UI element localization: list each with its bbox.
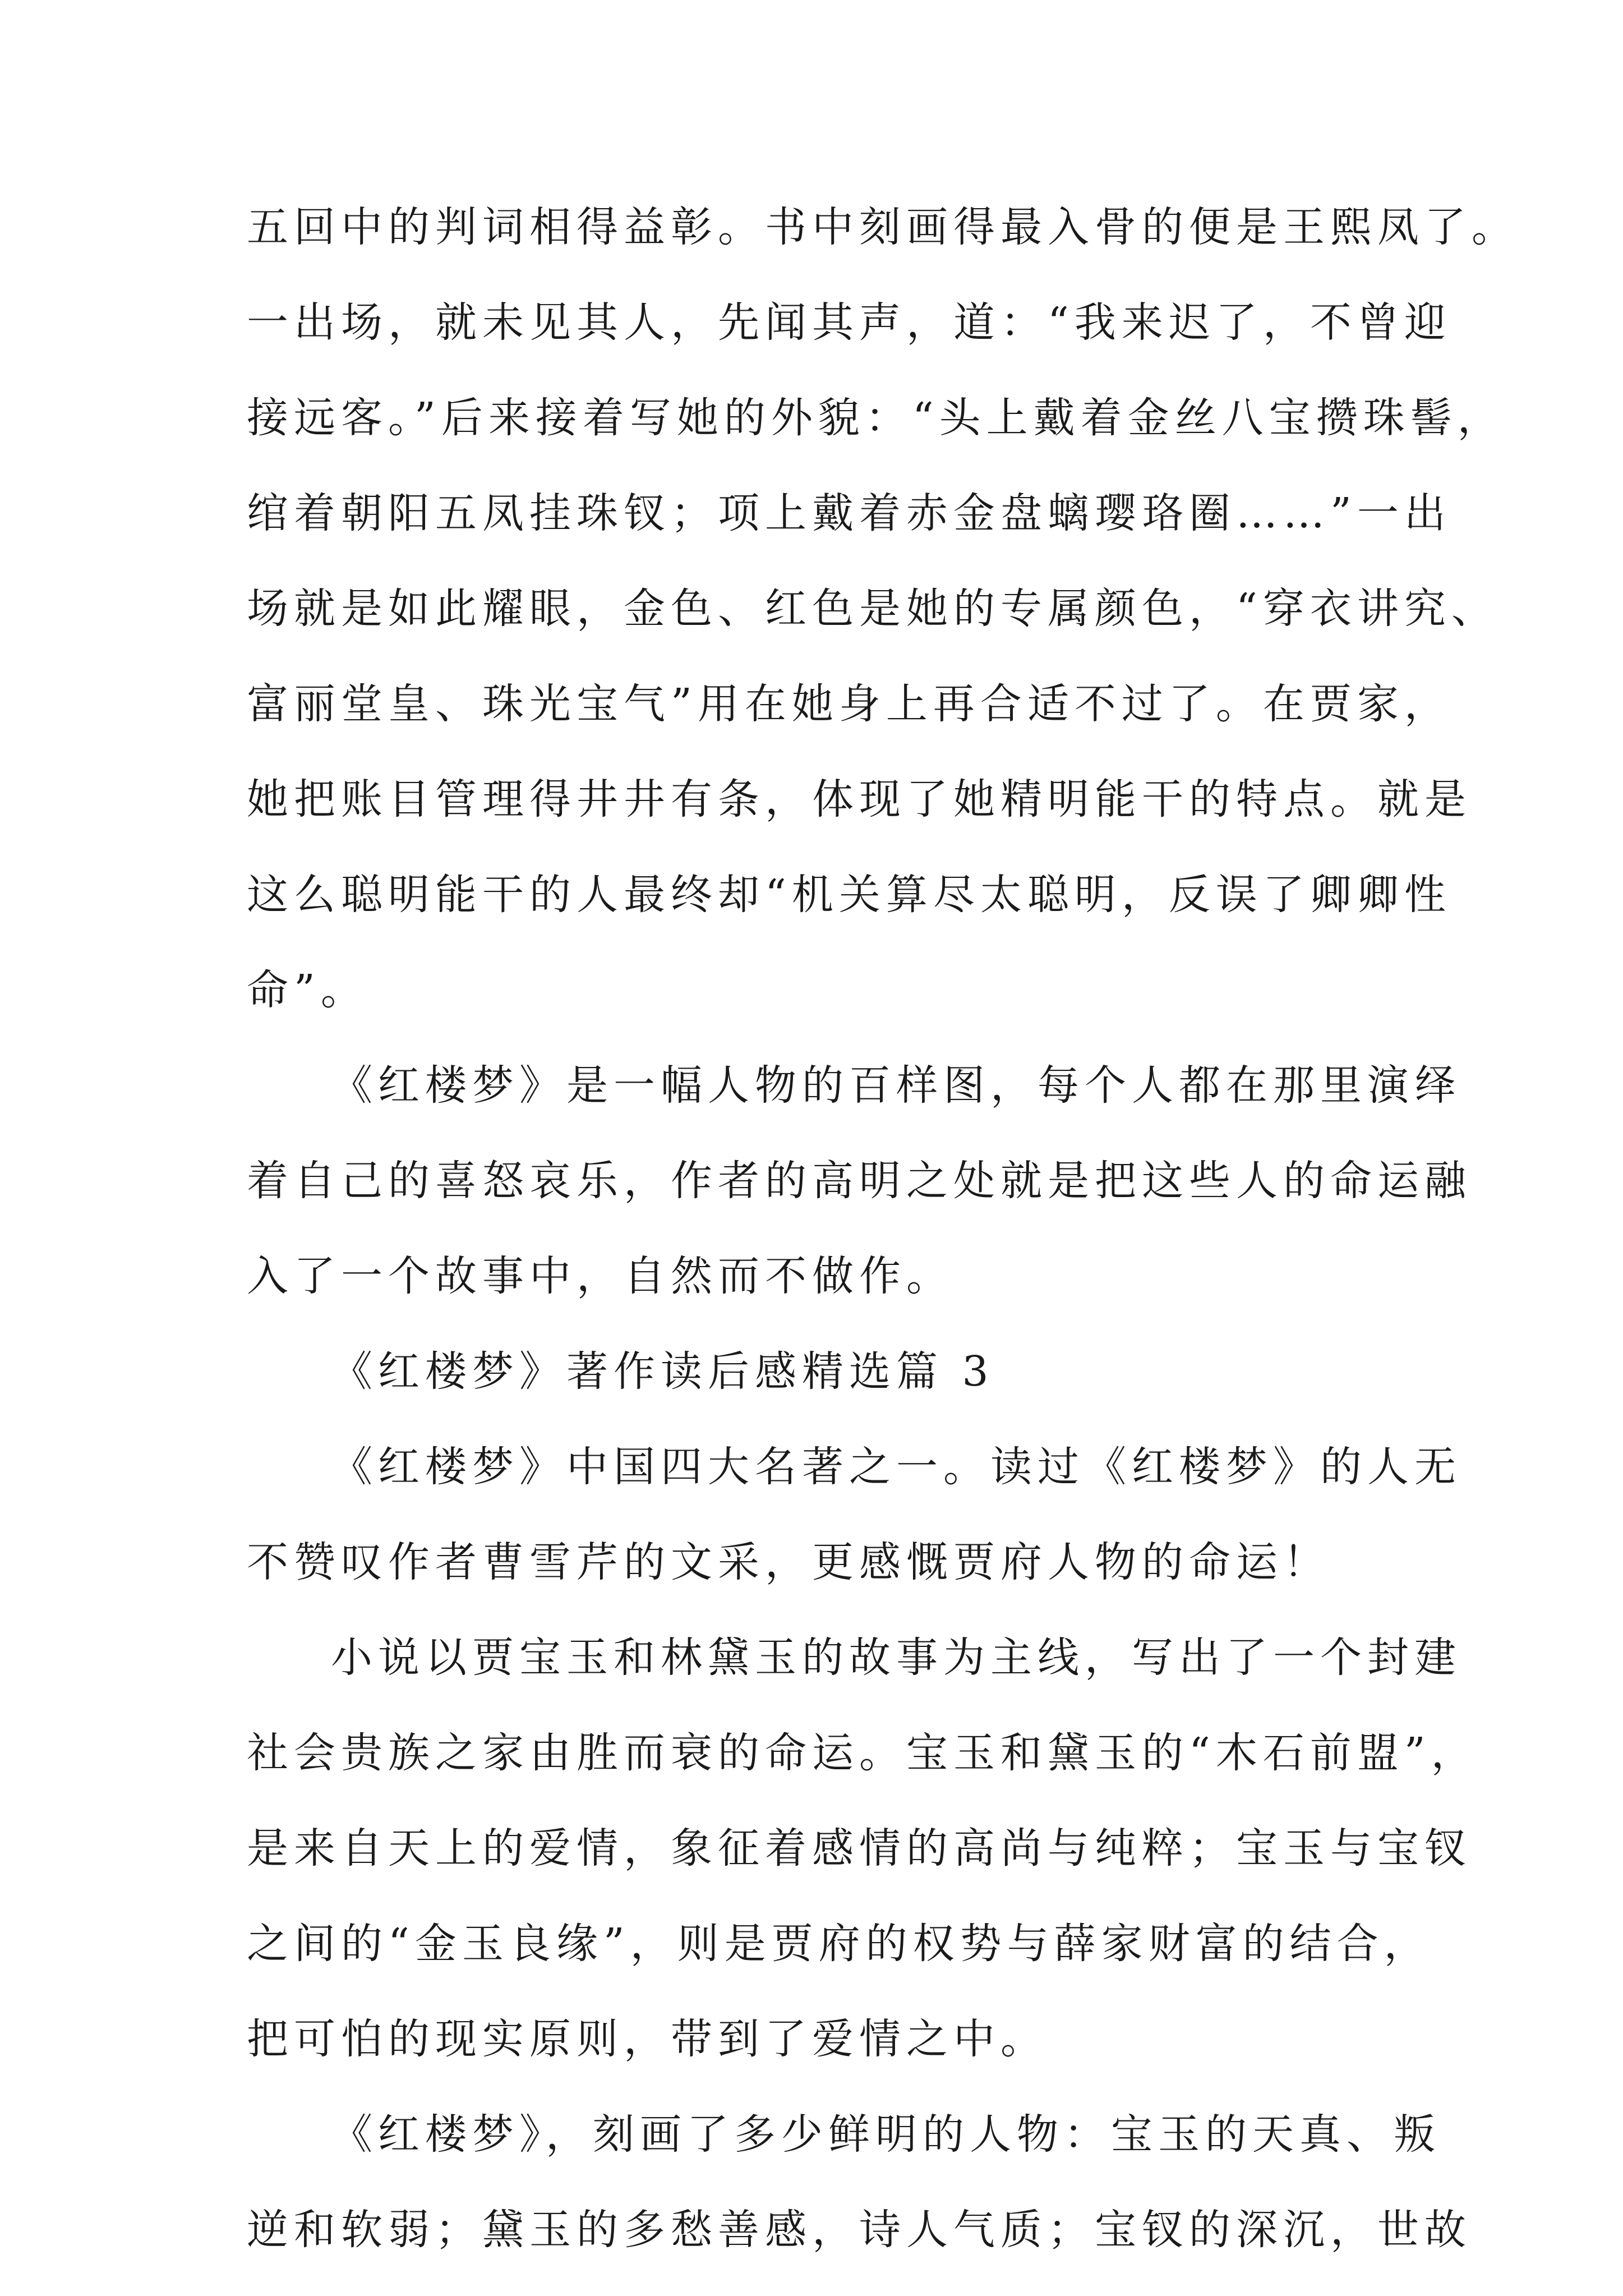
text-line: 逆和软弱；黛玉的多愁善感，诗人气质；宝钗的深沉，世故 [247, 2206, 1472, 2254]
paragraph-first-line: 《红楼梦》中国四大名著之一。读过《红楼梦》的人无 [331, 1443, 1461, 1491]
paragraph-first-line: 《红楼梦》是一幅人物的百样图，每个人都在那里演绎 [331, 1061, 1461, 1110]
text-line: 这么聪明能干的人最终却“机关算尽太聪明，反误了卿卿性 [247, 871, 1451, 919]
text-line: 五回中的判词相得益彰。书中刻画得最入骨的便是王熙凤了。 [247, 203, 1519, 251]
text-line: 入了一个故事中，自然而不做作。 [247, 1252, 953, 1300]
text-line: 社会贵族之家由胜而衰的命运。宝玉和黛玉的“木石前盟”， [247, 1729, 1478, 1777]
text-line: 之间的“金玉良缘”，则是贾府的权势与薛家财富的结合， [247, 1920, 1431, 1968]
text-line: 命”。 [247, 966, 368, 1014]
text-line: 一出场，就未见其人，先闻其声，道：“我来迟了，不曾迎 [247, 298, 1451, 347]
text-line: 她把账目管理得井井有条，体现了她精明能干的特点。就是 [247, 775, 1472, 823]
paragraph-first-line: 《红楼梦》，刻画了多少鲜明的人物：宝玉的天真、叛 [331, 2110, 1441, 2159]
text-line: 场就是如此耀眼，金色、红色是她的专属颜色，“穿衣讲究、 [247, 585, 1498, 633]
text-line: 富丽堂皇、珠光宝气”用在她身上再合适不过了。在贾家， [247, 680, 1451, 728]
text-line: 不赞叹作者曹雪芹的文采，更感慨贾府人物的命运！ [247, 1538, 1330, 1586]
text-line: 接远客。”后来接着写她的外貌：“头上戴着金丝八宝攒珠髻， [247, 394, 1505, 442]
text-line: 把可怕的现实原则，带到了爱情之中。 [247, 2015, 1048, 2063]
text-line: 绾着朝阳五凤挂珠钗；项上戴着赤金盘螭璎珞圈……”一出 [247, 489, 1451, 537]
text-line: 着自己的喜怒哀乐，作者的高明之处就是把这些人的命运融 [247, 1157, 1472, 1205]
section-heading: 《红楼梦》著作读后感精选篇 3 [331, 1347, 994, 1396]
text-line: 是来自天上的爱情，象征着感情的高尚与纯粹；宝玉与宝钗 [247, 1824, 1472, 1872]
paragraph-first-line: 小说以贾宝玉和林黛玉的故事为主线，写出了一个封建 [331, 1634, 1461, 1682]
